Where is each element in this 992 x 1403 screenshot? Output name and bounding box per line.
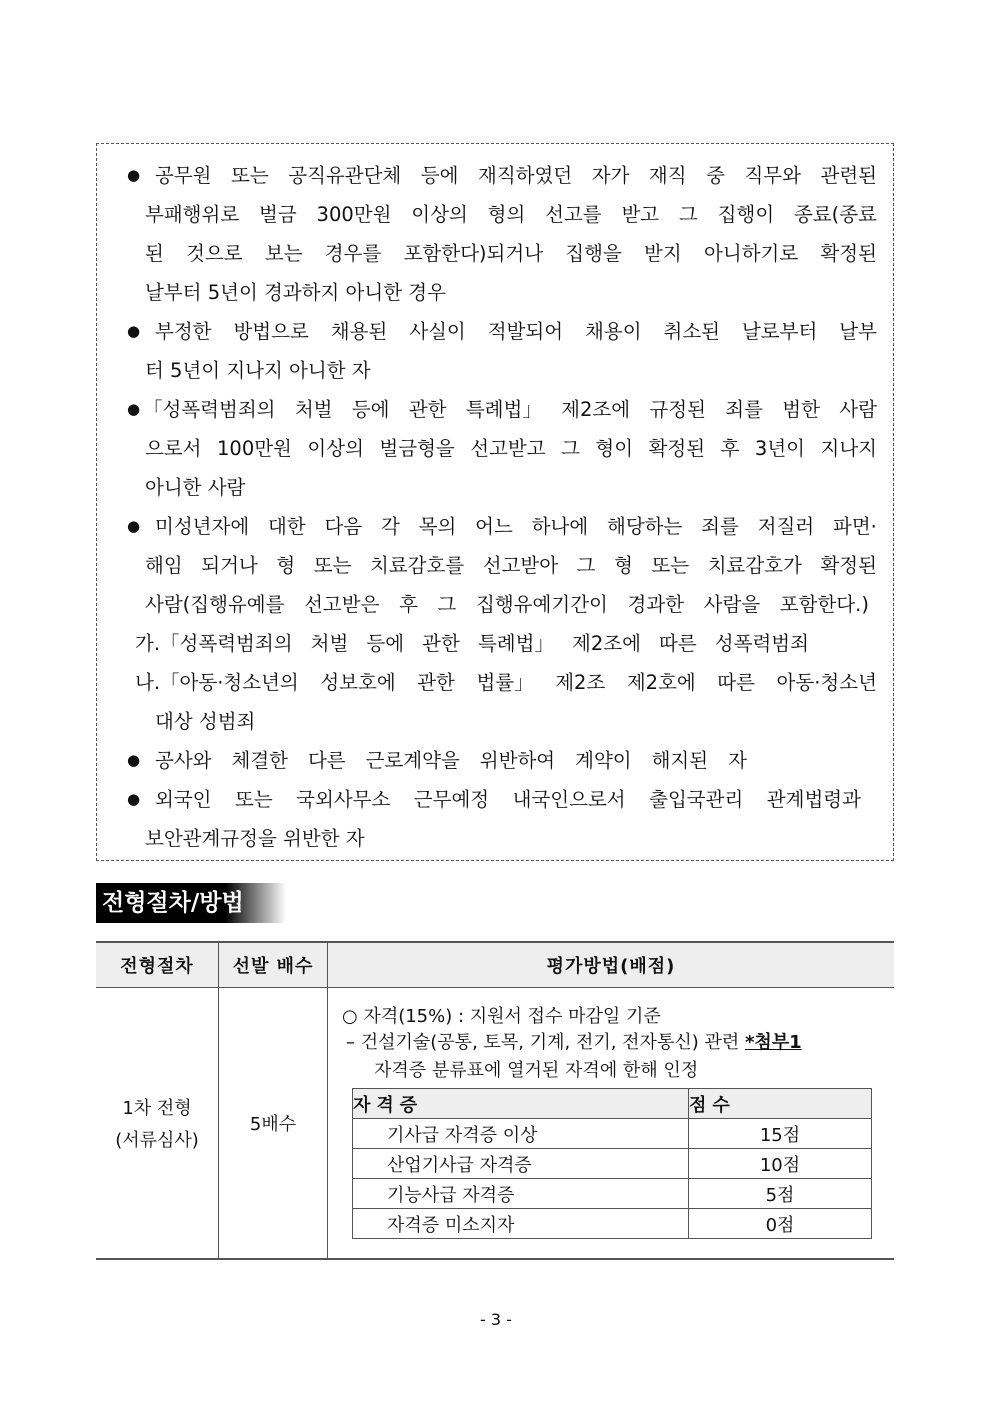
header-stage: 전형절차 [96, 942, 219, 988]
table-row [353, 1179, 872, 1209]
text-line: 가.「성폭력범죄의 처벌 등에 관한 특례법」 제2조에 따른 성폭력범죄 [135, 632, 809, 655]
text-line: 대상 성범죄 [155, 710, 256, 733]
bullet-icon: ● [127, 751, 141, 769]
cert-name: 기사급 자격증 이상 [353, 1119, 689, 1149]
text-line: 부정한 방법으로 채용된 사실이 적발되어 채용이 취소된 날로부터 날부 [155, 320, 877, 343]
text-line: 사람(집행유예를 선고받은 후 그 집행유예기간이 경과한 사람을 포함한다.) [145, 593, 869, 616]
table-row [353, 1119, 872, 1149]
bullet-icon: ● [127, 790, 141, 808]
attachment-link: *첨부1 [744, 1032, 802, 1053]
stage-name: 1차 전형 [122, 1098, 192, 1119]
stage-cell [96, 988, 219, 1260]
cert-name: 기능사급 자격증 [353, 1179, 689, 1209]
eval-detail-cont: 자격증 분류표에 열거된 자격에 한해 인정 [374, 1060, 699, 1081]
cert-name: 산업기사급 자격증 [353, 1149, 689, 1179]
text-line: 나.「아동·청소년의 성보호에 관한 법률」 제2조 제2호에 따른 아동·청소년 [135, 671, 877, 694]
text-line: 공사와 체결한 다른 근로계약을 위반하여 계약이 해지된 자 [155, 749, 747, 772]
header-multiple: 선발 배수 [219, 942, 328, 988]
eval-detail [346, 1028, 802, 1054]
table-row [353, 1209, 872, 1239]
cert-name: 자격증 미소지자 [353, 1209, 689, 1239]
bullet-icon: ● [127, 166, 141, 184]
text-line: 미성년자에 대한 다음 각 목의 어느 하나에 해당하는 죄를 저질러 파면· [155, 515, 877, 538]
cert-score: 5점 [689, 1179, 872, 1209]
text-line: 공무원 또는 공직유관단체 등에 재직하였던 자가 재직 중 직무와 관련된 [155, 164, 877, 187]
text-line: 「성폭력범죄의 처벌 등에 관한 특례법」 제2조에 규정된 죄를 범한 사람 [143, 398, 877, 421]
eval-criterion: ○ 자격(15%) : 지원서 접수 마감일 기준 [342, 1006, 661, 1027]
cert-score: 0점 [689, 1209, 872, 1239]
selection-table [96, 941, 894, 1260]
evaluation-cell [328, 988, 895, 1260]
bullet-icon: ● [127, 517, 141, 535]
bullet-icon: ● [127, 322, 141, 340]
section-title: 전형절차/방법 [96, 883, 286, 923]
disqualification-box [96, 143, 894, 861]
stage-detail: (서류심사) [115, 1130, 199, 1151]
text-line: 으로서 100만원 이상의 벌금형을 선고받고 그 형이 확정된 후 3년이 지나지 [145, 437, 877, 460]
text-line: 부패행위로 벌금 300만원 이상의 형의 선고를 받고 그 집행이 종료(종료 [145, 203, 877, 226]
cert-score: 15점 [689, 1119, 872, 1149]
page-number: - 3 - [480, 1310, 512, 1329]
multiple-cell: 5배수 [219, 988, 328, 1260]
eval-detail-text: – 건설기술(공통, 토목, 기계, 전기, 전자통신) 관련 [346, 1032, 745, 1053]
text-line: 터 5년이 지나지 아니한 자 [145, 359, 371, 382]
cert-score: 10점 [689, 1149, 872, 1179]
table-row [353, 1149, 872, 1179]
bullet-icon: ● [127, 400, 141, 418]
text-line: 날부터 5년이 경과하지 아니한 경우 [145, 281, 446, 304]
score-table [352, 1088, 872, 1239]
text-line: 해임 되거나 형 또는 치료감호를 선고받아 그 형 또는 치료감호가 확정된 [145, 554, 877, 577]
score-header-cert: 자격증 [353, 1089, 689, 1119]
text-line: 보안관계규정을 위반한 자 [145, 827, 365, 850]
score-header-points: 점수 [689, 1089, 872, 1119]
header-evaluation: 평가방법(배점) [328, 942, 895, 988]
text-line: 된 것으로 보는 경우를 포함한다)되거나 집행을 받지 아니하기로 확정된 [145, 242, 877, 265]
text-line: 외국인 또는 국외사무소 근무예정 내국인으로서 출입국관리 관계법령과 [155, 788, 861, 811]
text-line: 아니한 사람 [145, 476, 246, 499]
